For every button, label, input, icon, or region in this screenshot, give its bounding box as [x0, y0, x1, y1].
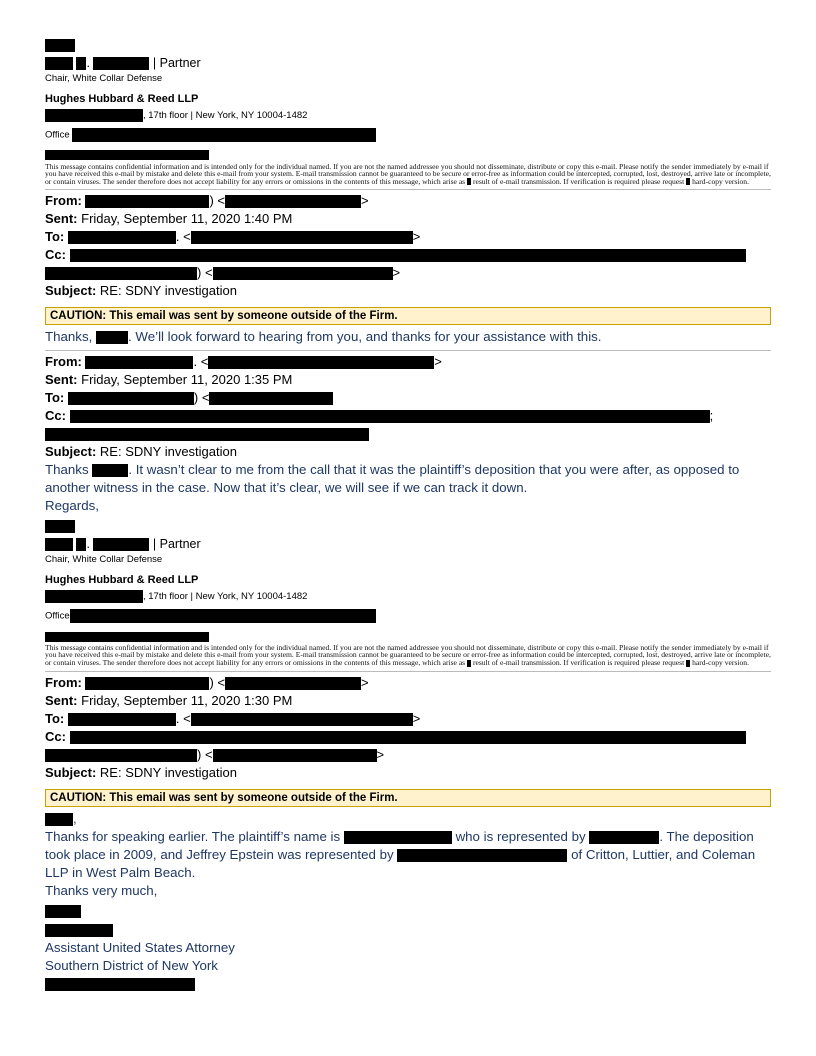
redaction [93, 57, 149, 70]
message-header: From: ) < > Sent: Friday, September 11, 2020 1:40 PM To: . < > Cc: ) < > Subject: RE: SDNY investigation [45, 192, 773, 300]
confidentiality-disclaimer: This message contains confidential information and is intended only for the individual named. If you are not the named addressee you should not disseminate, distribute or copy this e-mail. Please notify the sender immediately by e-mail if you have received this e-mail by mistake and delete this e-mail from your system. E-mail transmission cannot be guaranteed to be secure or error-free as information could be intercepted, corrupted, lost, destroyed, arrive late or incomplete, or contain viruses. The sender therefore does not accept liability for any errors or omissions in the contents of this message, which arise as result of e-mail transmission. If verification is required please request hard-copy version. [45, 642, 771, 667]
signature-title: Chair, White Collar Defense [45, 554, 163, 566]
sent-date: Friday, September 11, 2020 1:35 PM [81, 372, 293, 388]
redaction [70, 731, 746, 744]
firm-address: , 17th floor | New York, NY 10004-1482 [143, 591, 308, 603]
redaction [191, 713, 413, 726]
redaction [45, 632, 209, 642]
signature-title: Chair, White Collar Defense [45, 73, 163, 84]
redaction [45, 749, 197, 762]
redaction [45, 428, 369, 441]
redaction [85, 195, 209, 208]
partner-label: | Partner [152, 537, 201, 552]
signature-title: Assistant United States Attorney [45, 939, 235, 955]
message-body: Thanks for speaking earlier. The plaintiff’s name is who is represented by . The deposition took place in 2009, and Jeffrey Epstein was represented by of Critton, Luttier, and Coleman LLP in West Palm Beach. [45, 828, 756, 880]
message-header: From: ) < > Sent: Friday, September 11, 2020 1:30 PM To: . < > Cc: ) < > Subject: RE: SDNY investigation [45, 674, 773, 782]
redaction [70, 249, 746, 262]
firm-name: Hughes Hubbard & Reed LLP [45, 574, 199, 587]
redaction [45, 924, 113, 937]
redaction [225, 677, 361, 690]
redaction [45, 978, 195, 991]
message-header: From: . < > Sent: Friday, September 11, 2020 1:35 PM To: ) < Cc: ; Subject: RE: SDNY investigation [45, 354, 714, 460]
redaction [93, 538, 149, 551]
caution-banner: CAUTION: This email was sent by someone outside of the Firm. [45, 789, 771, 807]
closing: Regards, [45, 498, 99, 514]
signature-block: . | Partner Chair, White Collar Defense Hughes Hubbard & Reed LLP , 17th floor | New York, NY 10004-1482 Office This message contains confidential information and is intended only for the individual named. If you are not the named addressee you should not disseminate, distribute or copy this e-mail. Please notify the sender immediately by e-mail if you have received this e-mail by mistake and delete this e-mail from your system. E-mail transmission cannot be guaranteed to be secure or error-free as information could be intercepted, corrupted, lost, destroyed, arrive late or incomplete, or contain viruses. The sender therefore does not accept liability for any errors or omissions in the contents of this message, which arise as result of e-mail transmission. If verification is required please request hard-copy version. [45, 36, 773, 185]
closing: Thanks very much, [45, 882, 158, 898]
signature-office: Southern District of New York [45, 957, 218, 973]
message-body: Thanks, . We’ll look forward to hearing from you, and thanks for your assistance with this. [45, 329, 602, 345]
redaction [45, 267, 197, 280]
subject: RE: SDNY investigation [99, 444, 237, 460]
redaction [45, 590, 143, 603]
redaction [45, 150, 209, 160]
redaction [72, 128, 376, 142]
redaction [68, 231, 176, 244]
redaction [45, 57, 73, 70]
redaction [85, 356, 193, 369]
partner-label: | Partner [152, 56, 201, 70]
firm-address: , 17th floor | New York, NY 10004-1482 [143, 110, 308, 122]
sent-date: Friday, September 11, 2020 1:40 PM [81, 211, 293, 227]
redaction [209, 392, 333, 405]
redaction [68, 392, 194, 405]
redaction [45, 538, 73, 551]
redaction [225, 195, 361, 208]
redaction [213, 749, 377, 762]
redaction [213, 267, 393, 280]
redaction [45, 39, 75, 52]
redaction [45, 905, 81, 918]
redaction [45, 813, 73, 826]
subject: RE: SDNY investigation [99, 764, 237, 780]
signature-block: . | Partner Chair, White Collar Defense Hughes Hubbard & Reed LLP , 17th floor | New York, NY 10004-1482 Office This message contains confidential information and is intended only for the individual named. If you are not the named addressee you should not disseminate, distribute or copy this e-mail. Please notify the sender immediately by e-mail if you have received this e-mail by mistake and delete this e-mail from your system. E-mail transmission cannot be guaranteed to be secure or error-free as information could be intercepted, corrupted, lost, destroyed, arrive late or incomplete, or contain viruses. The sender therefore does not accept liability for any errors or omissions in the contents of this message, which arise as result of e-mail transmission. If verification is required please request hard-copy version. [45, 535, 773, 666]
caution-banner: CAUTION: This email was sent by someone outside of the Firm. [45, 307, 771, 325]
redaction [191, 231, 413, 244]
redaction [85, 677, 209, 690]
redaction [208, 356, 434, 369]
firm-name: Hughes Hubbard & Reed LLP [45, 93, 199, 105]
email-thread: . | Partner Chair, White Collar Defense Hughes Hubbard & Reed LLP , 17th floor | New York, NY 10004-1482 Office This message contains confidential information and is intended only for the individual named. If you are not the named addressee you should not disseminate, distribute or copy this e-mail. Please notify the sender immediately by e-mail if you have received this e-mail by mistake and delete this e-mail from your system. E-mail transmission cannot be guaranteed to be secure or error-free as information could be intercepted, corrupted, lost, destroyed, arrive late or incomplete, or contain viruses. The sender therefore does not accept liability for any errors or omissions in the contents of this message, which arise as result of e-mail transmission. If verification is required please request hard-copy version. From: ) < > Sent: Friday, September 11, 2020 1:40 PM To: . < > Cc: ) < > Subject: RE: SDNY investigation CAUTION: This email was sent by someone outside of the Firm. Thanks, . We’ll look forward to hearing from you, and thanks for your assistance with this. From: . < > Sent: Friday, September 11, 2020 1:35 PM To: ) < Cc: ; Subject: RE: SDNY investigation Thanks . It wasn’t clear to me from the call that it was the plaintiff’s deposition that you were after, as opposed to another witness in the case. Now that it’s clear, we will see if we can track it down. Regards, . | Partner Chair, White Collar Defense Hughes Hubbard & Reed LLP , 17th floor | New York, NY 10004-1482 Office This message contains confidential information and is intended only for the individual named. If you are not the named addressee you should not disseminate, distribute or copy this e-mail. Please notify the sender immediately by e-mail if you have received this e-mail by mistake and delete this e-mail from your system. E-mail transmission cannot be guaranteed to be secure or error-free as information could be intercepted, corrupted, lost, destroyed, arrive late or incomplete, or contain viruses. The sender therefore does not accept liability for any errors or omissions in the contents of this message, which arise as result of e-mail transmission. If verification is required please request hard-copy version. From: ) < > Sent: Friday, September 11, 2020 1:30 PM To: . < > Cc: ) < > Subject: RE: SDNY investigation CAUTION: This email was sent by someone outside of the Firm. , Thanks for speaking earlier. The plaintiff’s name is who is represented by . The deposition took place in 2009, and Jeffrey Epstein was represented by of Critton, Luttier, and Coleman LLP in West Palm Beach. Thanks very much, Assistant United States Attorney Southern District of New York [45, 36, 773, 993]
subject: RE: SDNY investigation [99, 283, 237, 299]
redaction [45, 109, 143, 122]
divider [45, 671, 771, 672]
office-label: Office [45, 610, 70, 622]
redaction [45, 520, 75, 533]
redaction [68, 713, 176, 726]
office-label: Office [45, 129, 70, 141]
redaction [76, 538, 86, 551]
confidentiality-disclaimer: This message contains confidential information and is intended only for the individual named. If you are not the named addressee you should not disseminate, distribute or copy this e-mail. Please notify the sender immediately by e-mail if you have received this e-mail by mistake and delete this e-mail from your system. E-mail transmission cannot be guaranteed to be secure or error-free as information could be intercepted, corrupted, lost, destroyed, arrive late or incomplete, or contain viruses. The sender therefore does not accept liability for any errors or omissions in the contents of this message, which arise as result of e-mail transmission. If verification is required please request hard-copy version. [45, 161, 771, 186]
divider [45, 189, 771, 190]
redaction [70, 609, 376, 623]
sent-date: Friday, September 11, 2020 1:30 PM [81, 692, 293, 708]
redaction [76, 57, 86, 70]
message-body: Thanks . It wasn’t clear to me from the call that it was the plaintiff’s deposition that you were after, as opposed to another witness in the case. Now that it’s clear, we will see if we can track it down. [45, 462, 740, 496]
divider [45, 350, 771, 351]
redaction [70, 410, 710, 423]
